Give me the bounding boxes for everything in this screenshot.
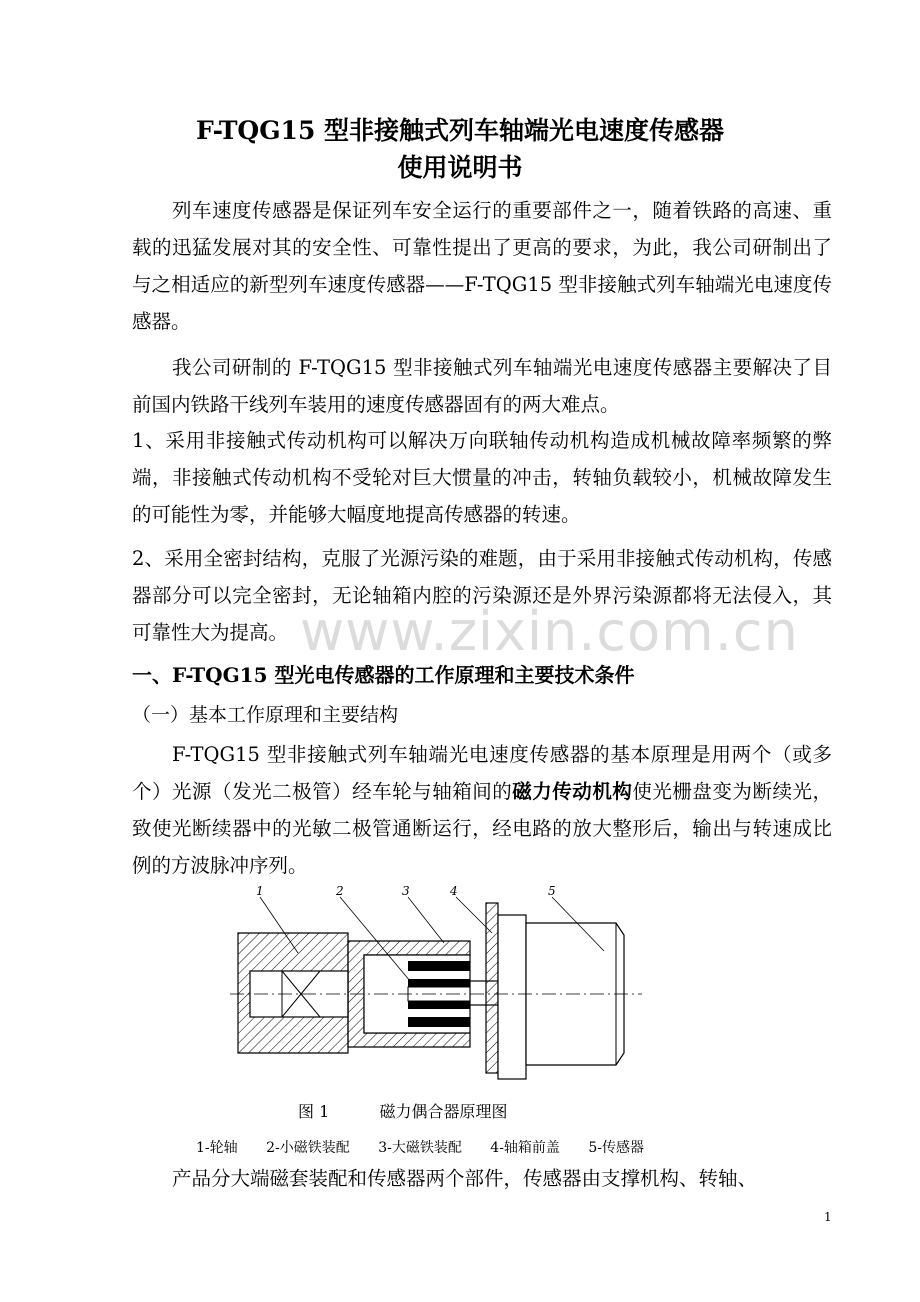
legend-item: 3-大磁铁装配 xyxy=(378,1140,462,1156)
point-2-paragraph: 2、采用全密封结构，克服了光源污染的难题，由于采用非接触式传动机构，传感器部分可以完全密封，无论轴箱内腔的污染源还是外界污染源都将无法侵入，其可靠性大为提高。 xyxy=(132,547,832,644)
figure-label-3: 3 xyxy=(402,884,410,898)
small-magnet-band-low xyxy=(408,1001,470,1009)
watermark: www.zixin.com.cn xyxy=(300,600,799,663)
principle-bold-term: 磁力传动机构 xyxy=(512,780,633,803)
small-magnet-band-mid xyxy=(408,979,470,987)
sensor-flange xyxy=(498,915,526,1079)
figure-label-1: 1 xyxy=(256,884,264,898)
figure-legend xyxy=(196,1138,668,1158)
legend-item: 1-轮轴 xyxy=(196,1140,238,1156)
small-magnet-band-bottom xyxy=(408,1017,470,1027)
principle-text-before: F-TQG15 型非接触式列车轴端光电速度传感器的基本原理是用两个（或多个）光源（发光二极管）经车轮与轴箱间的 xyxy=(132,743,832,803)
figure-caption-number: 图 1 xyxy=(298,1102,330,1121)
point-1-paragraph: 1、采用非接触式传动机构可以解决万向联轴传动机构造成机械故障率频繁的弊端，非接触式传动机构不受轮对巨大惯量的冲击，转轴负载较小，机械故障发生的可能性为零，并能够大幅度地提高传感器的转速。 xyxy=(132,429,832,526)
principle-paragraph xyxy=(132,736,832,884)
figure-label-5: 5 xyxy=(548,884,556,898)
figure-caption xyxy=(298,1100,507,1124)
document-title: F-TQG15 型非接触式列车轴端光电速度传感器 xyxy=(195,116,725,145)
subsection-heading: （一）基本工作原理和主要结构 xyxy=(132,704,399,726)
intro-paragraph-1: 列车速度传感器是保证列车安全运行的重要部件之一，随着铁路的高速、重载的迅猛发展对其的安全性、可靠性提出了更高的要求，为此，我公司研制出了与之相适应的新型列车速度传感器——F-TQG15 型非接触式列车轴端光电速度传感器。 xyxy=(132,199,832,333)
magnetic-coupling-diagram xyxy=(230,883,650,1093)
legend-item: 4-轴箱前盖 xyxy=(490,1140,560,1156)
page-number: 1 xyxy=(824,1210,832,1224)
intro-paragraph-2: 我公司研制的 F-TQG15 型非接触式列车轴端光电速度传感器主要解决了目前国内铁路干线列车装用的速度传感器固有的两大难点。 xyxy=(132,356,832,416)
figure-label-2: 2 xyxy=(336,884,344,898)
small-magnet-band-top xyxy=(408,961,470,971)
section-heading: 一、F-TQG15 型光电传感器的工作原理和主要技术条件 xyxy=(132,663,635,687)
figure-label-4: 4 xyxy=(450,884,458,898)
principle-text-after: 使光栅盘变为断续光，致使光断续器中的光敏二极管通断运行，经电路的放大整形后，输出与转速成比例的方波脉冲序列。 xyxy=(132,780,832,877)
document-subtitle: 使用说明书 xyxy=(397,153,523,182)
legend-item: 2-小磁铁装配 xyxy=(266,1140,350,1156)
closing-paragraph: 产品分大端磁套装配和传感器两个部件，传感器由支撑机构、转轴、 xyxy=(172,1167,758,1190)
legend-item: 5-传感器 xyxy=(588,1140,645,1156)
figure-caption-text: 磁力偶合器原理图 xyxy=(379,1102,508,1121)
